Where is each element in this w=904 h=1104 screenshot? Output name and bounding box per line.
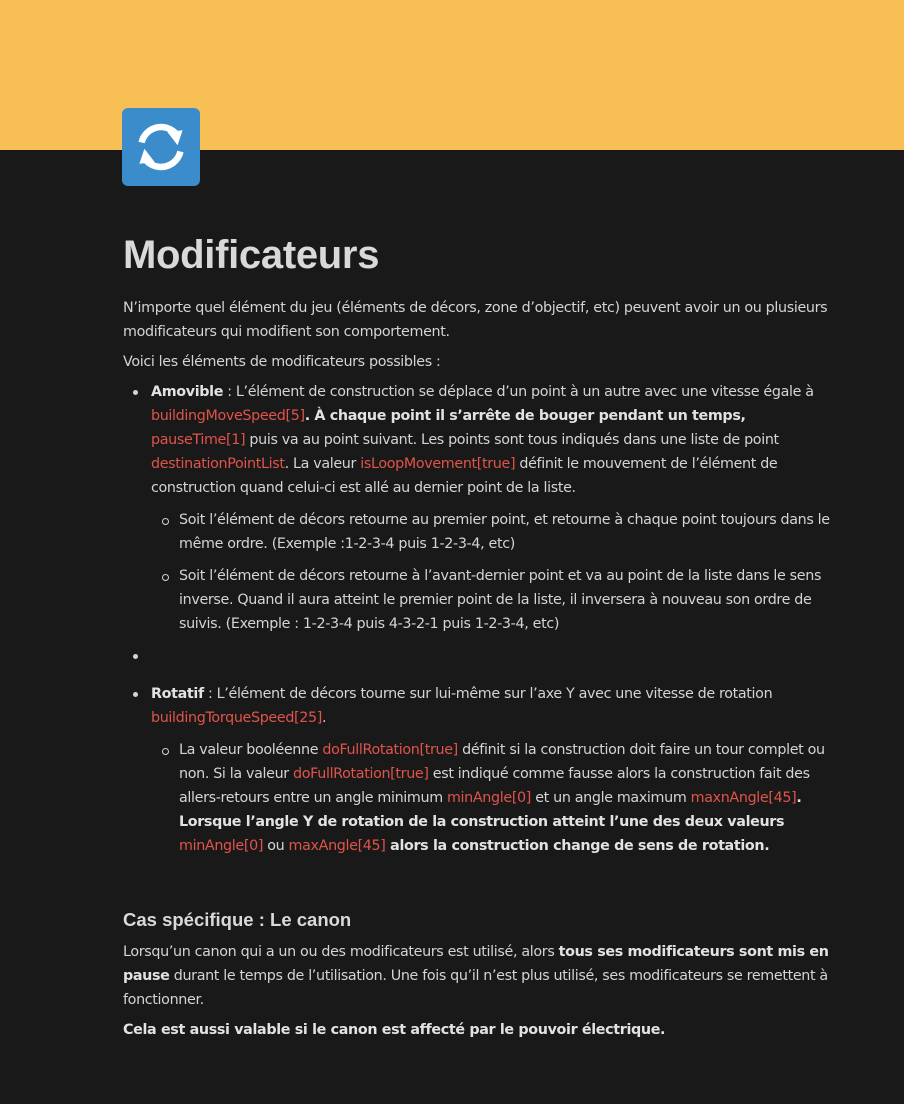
- text-span: .: [322, 710, 327, 726]
- inline-code: buildingMoveSpeed[5]: [151, 408, 305, 424]
- inline-code: doFullRotation[true]: [293, 766, 429, 782]
- text-span: . À chaque point il s’arrête de bouger pendant un temps,: [304, 408, 746, 424]
- modifier-list: [123, 380, 833, 858]
- canon-paragraph: [123, 940, 833, 1012]
- text-span: et un angle maximum: [531, 790, 691, 806]
- canon-note: [123, 1018, 833, 1042]
- inline-code: doFullRotation[true]: [322, 742, 458, 758]
- list-item-amovible: [123, 380, 833, 636]
- text-span: . La valeur: [284, 456, 361, 472]
- page-content: [123, 226, 833, 1048]
- text-span: alors la construction change de sens de rotation.: [385, 838, 770, 854]
- text-span: Lorsqu’un canon qui a un ou des modificateurs est utilisé, alors: [123, 944, 559, 960]
- text-span: . Lorsque l’angle Y de rotation de la construction atteint l’une des deux valeurs: [179, 790, 802, 830]
- text-span: définit si la construction doit faire un tour complet ou non. Si la valeur: [179, 742, 825, 782]
- text-span: La valeur booléenne: [179, 742, 323, 758]
- text-span: durant le temps de l’utilisation. Une fois qu’il n’est plus utilisé, ses modificateurs se remettent à fonctionner.: [123, 968, 828, 1008]
- text-span: est indiqué comme fausse alors la construction fait des allers-retours entre un angle minimum: [179, 766, 810, 806]
- rotatif-sublist: [151, 738, 833, 858]
- amovible-label: Amovible: [151, 384, 224, 400]
- list-item-rotatif: [123, 682, 833, 858]
- inline-code: maxAngle[45]: [288, 838, 386, 854]
- sublist-item: [151, 738, 833, 858]
- list-spacer: [123, 644, 833, 682]
- bold-text: tous ses modificateurs sont mis en pause: [123, 944, 829, 984]
- text-span: définit le mouvement de l’élément de construction quand celui-ci est allé au dernier point de la liste.: [151, 456, 778, 496]
- text-span: ou: [263, 838, 289, 854]
- inline-code: destinationPointList: [151, 456, 285, 472]
- inline-code: buildingTorqueSpeed[25]: [151, 710, 322, 726]
- text-span: : L’élément de construction se déplace d’un point à un autre avec une vitesse égale à: [223, 384, 814, 400]
- inline-code: maxnAngle[45]: [690, 790, 797, 806]
- section-heading-canon: Cas spécifique : Le canon: [123, 909, 352, 930]
- refresh-icon[interactable]: [122, 108, 200, 186]
- intro-list-lead: Voici les éléments de modificateurs possibles :: [123, 354, 441, 370]
- inline-code: minAngle[0]: [179, 838, 264, 854]
- amovible-sublist: [151, 508, 833, 636]
- inline-code: minAngle[0]: [446, 790, 532, 806]
- text-span: : L’élément de décors tourne sur lui-même sur l’axe Y avec une vitesse de rotation: [203, 686, 773, 702]
- page-title: Modificateurs: [123, 233, 380, 277]
- rotatif-label: Rotatif: [151, 686, 204, 702]
- intro-paragraph: N’importe quel élément du jeu (éléments de décors, zone d’objectif, etc) peuvent avoir un ou plusieurs modificateurs qui modifient son comportement.: [123, 300, 828, 340]
- sublist-item: Soit l’élément de décors retourne au premier point, et retourne à chaque point toujours dans le même ordre. (Exemple :1-2-3-4 puis 1-2-3-4, etc): [151, 508, 833, 556]
- inline-code: isLoopMovement[true]: [360, 456, 516, 472]
- sublist-item: Soit l’élément de décors retourne à l’avant-dernier point et va au point de la liste dans le sens inverse. Quand il aura atteint le premier point de la liste, il inversera à nouveau son ordre de suivis. (Exemple : 1-2-3-4 puis 4-3-2-1 puis 1-2-3-4, etc): [151, 564, 833, 636]
- refresh-icon-glyph: [130, 116, 192, 178]
- bold-text: Cela est aussi valable si le canon est affecté par le pouvoir électrique.: [123, 1022, 666, 1038]
- inline-code: pauseTime[1]: [151, 432, 246, 448]
- text-span: puis va au point suivant. Les points sont tous indiqués dans une liste de point: [245, 432, 779, 448]
